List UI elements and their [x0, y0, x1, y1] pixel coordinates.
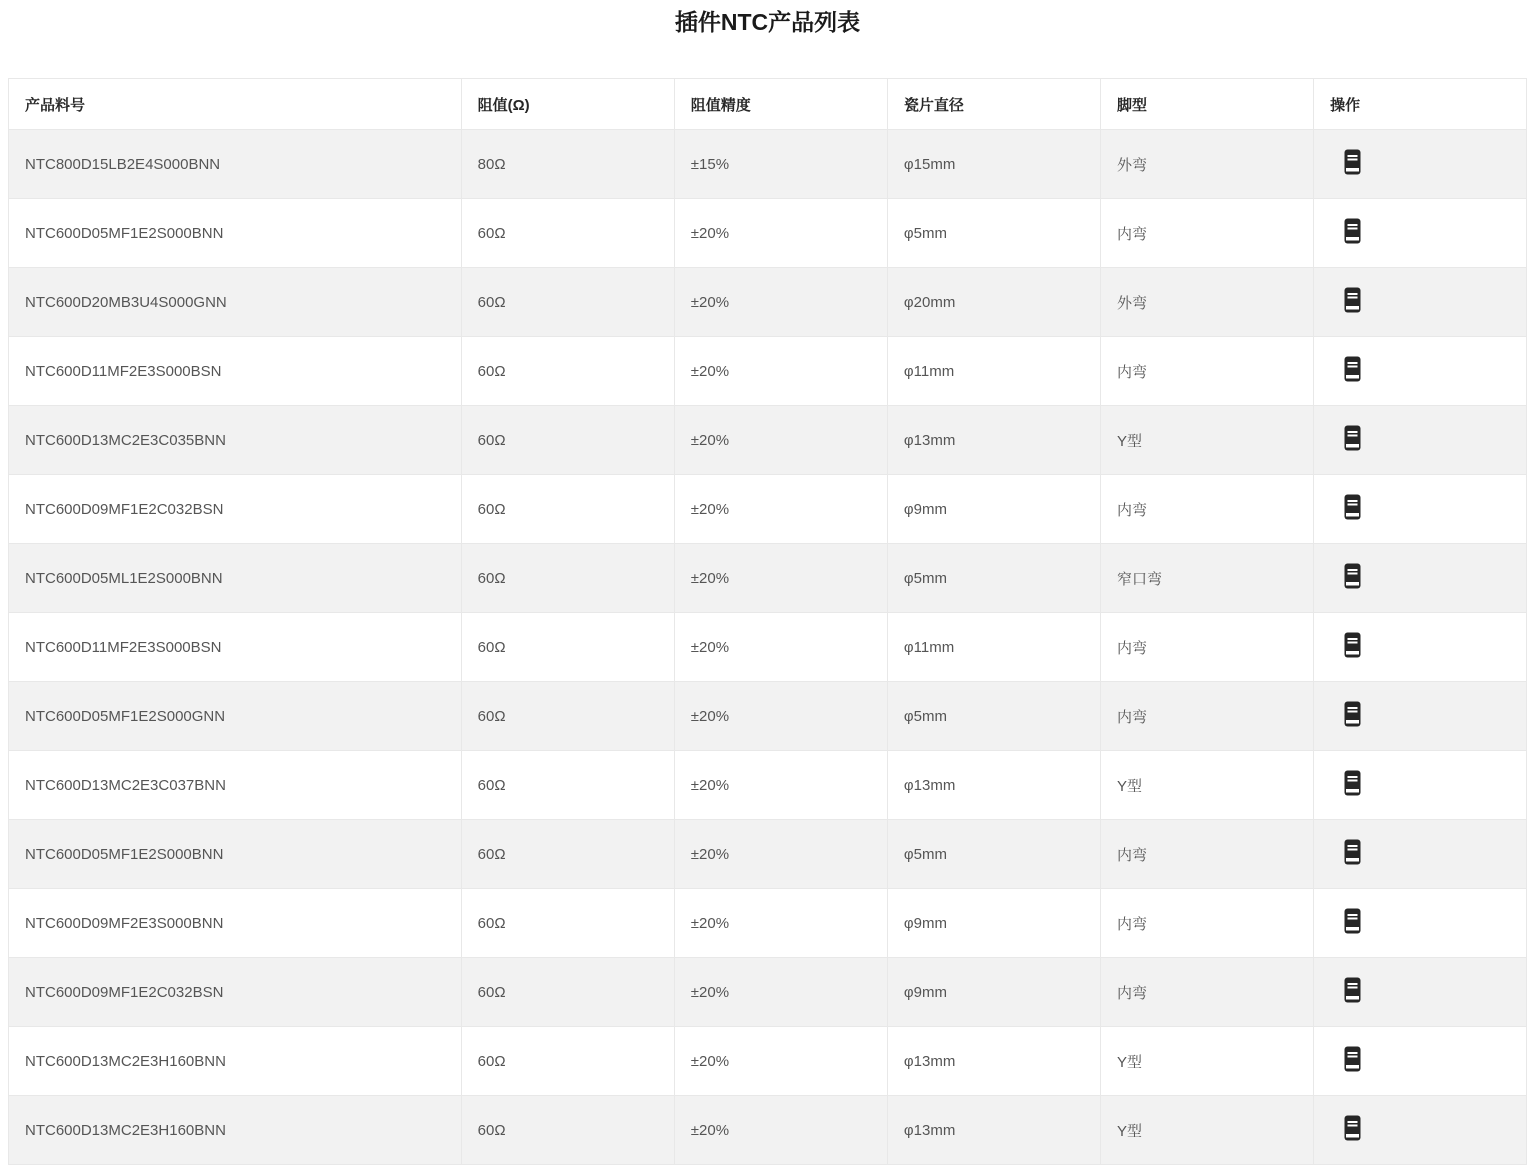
view-detail-button[interactable] — [1344, 839, 1361, 865]
cell-action — [1314, 958, 1527, 1027]
table-row — [9, 751, 1527, 820]
cell-disc-diameter: φ5mm — [887, 820, 1100, 889]
column-header-lead-type: 脚型 — [1101, 79, 1314, 130]
view-detail-button[interactable] — [1344, 287, 1361, 313]
view-detail-button[interactable] — [1344, 770, 1361, 796]
cell-tolerance: ±20% — [674, 406, 887, 475]
cell-lead-type: 内弯 — [1101, 820, 1314, 889]
view-detail-button[interactable] — [1344, 1115, 1361, 1141]
cell-lead-type: 内弯 — [1101, 337, 1314, 406]
view-detail-button[interactable] — [1344, 425, 1361, 451]
cell-lead-type: 窄口弯 — [1101, 544, 1314, 613]
cell-part-number: NTC600D09MF1E2C032BSN — [9, 958, 462, 1027]
view-detail-button[interactable] — [1344, 977, 1361, 1003]
cell-part-number: NTC600D09MF1E2C032BSN — [9, 475, 462, 544]
document-icon — [1344, 425, 1361, 451]
cell-resistance: 60Ω — [461, 268, 674, 337]
cell-tolerance: ±20% — [674, 820, 887, 889]
cell-resistance: 60Ω — [461, 682, 674, 751]
cell-lead-type: 内弯 — [1101, 613, 1314, 682]
table-body — [9, 130, 1527, 1165]
cell-tolerance: ±20% — [674, 889, 887, 958]
column-header-resistance: 阻值(Ω) — [461, 79, 674, 130]
cell-action — [1314, 475, 1527, 544]
cell-disc-diameter: φ5mm — [887, 544, 1100, 613]
cell-part-number: NTC600D05ML1E2S000BNN — [9, 544, 462, 613]
document-icon — [1344, 287, 1361, 313]
cell-part-number: NTC600D11MF2E3S000BSN — [9, 337, 462, 406]
table-row — [9, 682, 1527, 751]
document-icon — [1344, 356, 1361, 382]
cell-part-number: NTC600D05MF1E2S000BNN — [9, 820, 462, 889]
cell-disc-diameter: φ5mm — [887, 199, 1100, 268]
cell-resistance: 60Ω — [461, 1027, 674, 1096]
table-row — [9, 613, 1527, 682]
view-detail-button[interactable] — [1344, 632, 1361, 658]
cell-lead-type: 内弯 — [1101, 199, 1314, 268]
cell-disc-diameter: φ11mm — [887, 613, 1100, 682]
cell-resistance: 60Ω — [461, 199, 674, 268]
cell-lead-type: 内弯 — [1101, 682, 1314, 751]
cell-lead-type: 外弯 — [1101, 268, 1314, 337]
document-icon — [1344, 770, 1361, 796]
cell-lead-type: 内弯 — [1101, 958, 1314, 1027]
view-detail-button[interactable] — [1344, 563, 1361, 589]
table-row — [9, 889, 1527, 958]
cell-tolerance: ±20% — [674, 268, 887, 337]
cell-lead-type: 内弯 — [1101, 889, 1314, 958]
cell-tolerance: ±20% — [674, 751, 887, 820]
cell-action — [1314, 199, 1527, 268]
view-detail-button[interactable] — [1344, 701, 1361, 727]
cell-action — [1314, 337, 1527, 406]
document-icon — [1344, 839, 1361, 865]
cell-part-number: NTC600D09MF2E3S000BNN — [9, 889, 462, 958]
product-table — [8, 78, 1527, 1165]
cell-action — [1314, 682, 1527, 751]
table-row — [9, 130, 1527, 199]
cell-action — [1314, 613, 1527, 682]
document-icon — [1344, 218, 1361, 244]
document-icon — [1344, 701, 1361, 727]
view-detail-button[interactable] — [1344, 494, 1361, 520]
table-header-row — [9, 79, 1527, 130]
cell-disc-diameter: φ20mm — [887, 268, 1100, 337]
cell-tolerance: ±20% — [674, 1096, 887, 1165]
cell-part-number: NTC600D20MB3U4S000GNN — [9, 268, 462, 337]
document-icon — [1344, 908, 1361, 934]
cell-part-number: NTC600D05MF1E2S000BNN — [9, 199, 462, 268]
cell-tolerance: ±20% — [674, 337, 887, 406]
cell-disc-diameter: φ13mm — [887, 1027, 1100, 1096]
table-row — [9, 337, 1527, 406]
cell-action — [1314, 268, 1527, 337]
document-icon — [1344, 632, 1361, 658]
table-row — [9, 1027, 1527, 1096]
cell-lead-type: 外弯 — [1101, 130, 1314, 199]
cell-tolerance: ±20% — [674, 613, 887, 682]
cell-disc-diameter: φ11mm — [887, 337, 1100, 406]
document-icon — [1344, 1115, 1361, 1141]
table-row — [9, 199, 1527, 268]
view-detail-button[interactable] — [1344, 1046, 1361, 1072]
document-icon — [1344, 977, 1361, 1003]
cell-lead-type: Y型 — [1101, 751, 1314, 820]
cell-resistance: 60Ω — [461, 958, 674, 1027]
cell-lead-type: Y型 — [1101, 1027, 1314, 1096]
cell-tolerance: ±20% — [674, 958, 887, 1027]
cell-resistance: 60Ω — [461, 475, 674, 544]
table-row — [9, 406, 1527, 475]
cell-resistance: 60Ω — [461, 1096, 674, 1165]
document-icon — [1344, 149, 1361, 175]
cell-disc-diameter: φ13mm — [887, 1096, 1100, 1165]
table-header — [9, 79, 1527, 130]
cell-tolerance: ±20% — [674, 475, 887, 544]
cell-lead-type: Y型 — [1101, 406, 1314, 475]
cell-action — [1314, 544, 1527, 613]
cell-lead-type: Y型 — [1101, 1096, 1314, 1165]
cell-disc-diameter: φ5mm — [887, 682, 1100, 751]
cell-resistance: 60Ω — [461, 751, 674, 820]
cell-tolerance: ±20% — [674, 199, 887, 268]
cell-action — [1314, 751, 1527, 820]
cell-disc-diameter: φ13mm — [887, 406, 1100, 475]
table-row — [9, 958, 1527, 1027]
cell-part-number: NTC600D13MC2E3C035BNN — [9, 406, 462, 475]
cell-part-number: NTC600D05MF1E2S000GNN — [9, 682, 462, 751]
cell-resistance: 60Ω — [461, 820, 674, 889]
cell-disc-diameter: φ9mm — [887, 475, 1100, 544]
cell-action — [1314, 889, 1527, 958]
cell-resistance: 60Ω — [461, 337, 674, 406]
table-row — [9, 1096, 1527, 1165]
cell-action — [1314, 1027, 1527, 1096]
cell-part-number: NTC600D13MC2E3H160BNN — [9, 1096, 462, 1165]
view-detail-button[interactable] — [1344, 356, 1361, 382]
column-header-tolerance: 阻值精度 — [674, 79, 887, 130]
cell-resistance: 60Ω — [461, 613, 674, 682]
cell-disc-diameter: φ9mm — [887, 889, 1100, 958]
cell-part-number: NTC600D13MC2E3C037BNN — [9, 751, 462, 820]
page-title: 插件NTC产品列表 — [674, 9, 861, 35]
cell-action — [1314, 130, 1527, 199]
view-detail-button[interactable] — [1344, 218, 1361, 244]
view-detail-button[interactable] — [1344, 149, 1361, 175]
cell-resistance: 60Ω — [461, 406, 674, 475]
cell-resistance: 60Ω — [461, 889, 674, 958]
column-header-action: 操作 — [1314, 79, 1527, 130]
cell-tolerance: ±20% — [674, 544, 887, 613]
table-row — [9, 820, 1527, 889]
document-icon — [1344, 494, 1361, 520]
cell-action — [1314, 1096, 1527, 1165]
cell-disc-diameter: φ9mm — [887, 958, 1100, 1027]
cell-part-number: NTC600D11MF2E3S000BSN — [9, 613, 462, 682]
cell-action — [1314, 406, 1527, 475]
cell-tolerance: ±15% — [674, 130, 887, 199]
table-row — [9, 475, 1527, 544]
cell-part-number: NTC600D13MC2E3H160BNN — [9, 1027, 462, 1096]
cell-resistance: 60Ω — [461, 544, 674, 613]
cell-tolerance: ±20% — [674, 682, 887, 751]
table-row — [9, 268, 1527, 337]
cell-part-number: NTC800D15LB2E4S000BNN — [9, 130, 462, 199]
cell-disc-diameter: φ13mm — [887, 751, 1100, 820]
view-detail-button[interactable] — [1344, 908, 1361, 934]
column-header-disc-diameter: 瓷片直径 — [887, 79, 1100, 130]
document-icon — [1344, 1046, 1361, 1072]
table-row — [9, 544, 1527, 613]
cell-action — [1314, 820, 1527, 889]
column-header-part-number: 产品料号 — [9, 79, 462, 130]
document-icon — [1344, 563, 1361, 589]
cell-disc-diameter: φ15mm — [887, 130, 1100, 199]
cell-resistance: 80Ω — [461, 130, 674, 199]
cell-lead-type: 内弯 — [1101, 475, 1314, 544]
cell-tolerance: ±20% — [674, 1027, 887, 1096]
